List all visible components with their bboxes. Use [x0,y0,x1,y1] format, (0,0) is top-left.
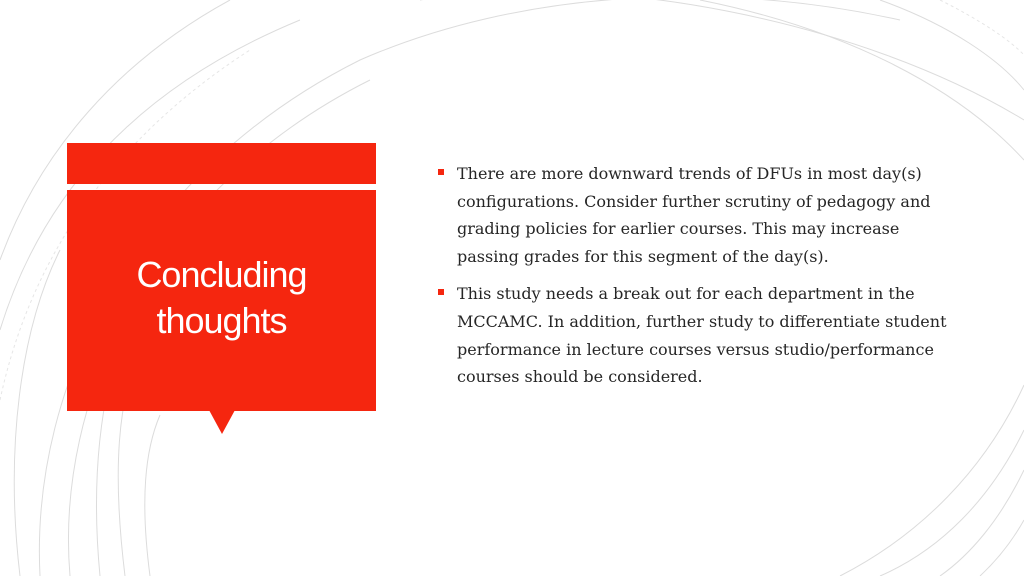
title-accent-strip [67,143,376,184]
arc-11 [880,0,1024,90]
arc-dashed-2 [940,0,1024,55]
list-item [436,160,961,270]
list-item [436,280,961,390]
title-pointer-triangle [209,410,235,434]
arc-12 [880,430,1024,576]
arc-9 [420,0,1024,120]
bullet-list [436,160,961,401]
title-box [67,190,376,411]
arc-10 [700,0,1024,160]
square-bullet-icon [438,289,444,295]
page-title [67,252,376,344]
bullet-text: There are more downward trends of DFUs in most day(s) configurations. Consider further scrutiny of pedagogy and grading policies for earlier courses. This may increase passing grades for this segment of the day(s). [457,164,931,266]
arc-13 [940,470,1024,576]
arc-8 [14,250,60,576]
page-title-line-1: Concluding [136,254,307,295]
page-title-line-2: thoughts [156,300,287,341]
arc-15 [840,385,1024,576]
bullet-text: This study needs a break out for each department in the MCCAMC. In addition, further study to differentiate student performance in lecture courses versus studio/performance courses should be considered. [457,284,947,387]
arc-14 [980,520,1024,576]
square-bullet-icon [438,169,444,175]
arc-5 [145,415,160,576]
